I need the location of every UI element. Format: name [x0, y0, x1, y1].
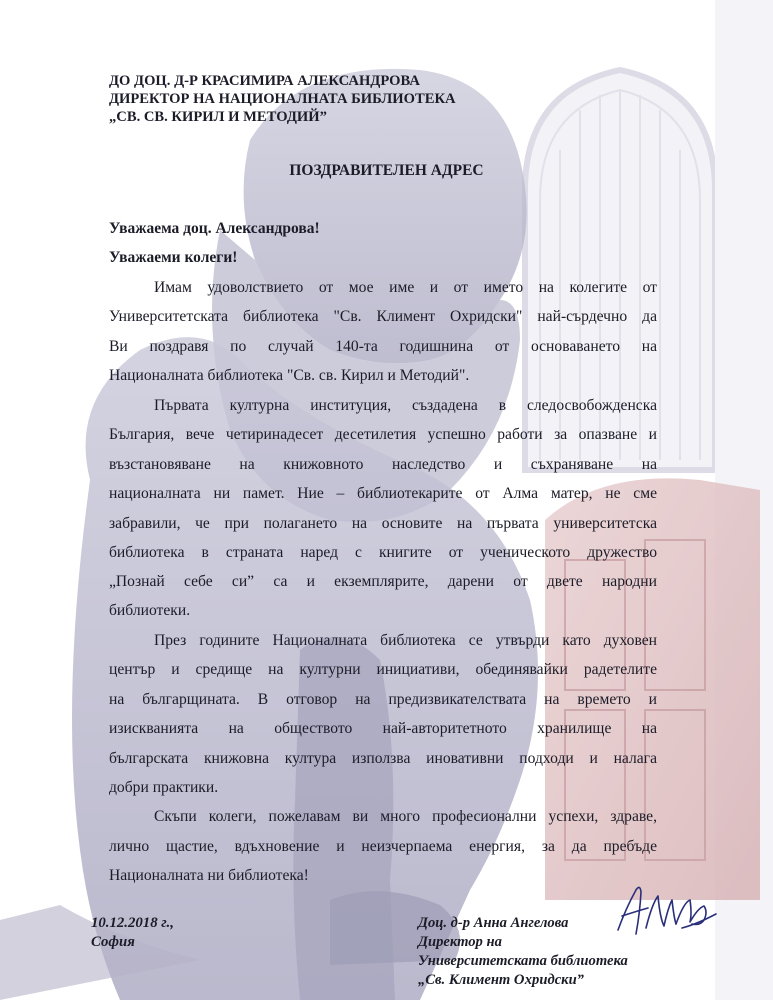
recipient-line-3: „СВ. СВ. КИРИЛ И МЕТОДИЙ” [109, 109, 327, 125]
body-line: лично щастие, вдъхновение и неизчерпаема енергия, за да пребъде [109, 838, 657, 855]
body-line: Университетската библиотека "Св. Климент Охридски" най-сърдечно да [109, 308, 657, 325]
body-line: „Познай себе си” са и екземплярите, дарени от двете народни [109, 573, 657, 590]
body-line: България, вече четиринадесет десетилетия успешно работи за опазване и [109, 426, 657, 443]
handwritten-signature [612, 878, 722, 950]
letter-place: София [91, 934, 135, 950]
body-line: Ви поздравя по случай 140-та годишнина от основаването на [109, 338, 657, 355]
body-line: националната ни памет. Ние – библиотекарите от Алма матер, не сме [109, 485, 657, 502]
signatory-institution: Университетската библиотека [418, 953, 628, 969]
body-line: на българщината. В отговор на предизвикателствата на времето и [109, 691, 657, 708]
signatory-position: Директор на [418, 934, 502, 950]
body-line: център и средище на културни инициативи, обединявайки радетелите [109, 661, 657, 678]
body-line: изискванията на обществото най-авторитетното хранилище на [109, 720, 657, 737]
body-line: библиотеки. [109, 602, 191, 619]
body-line: Скъпи колеги, пожелавам ви много професионални успехи, здраве, [154, 808, 657, 825]
letter-date: 10.12.2018 г., [91, 915, 174, 931]
recipient-line-1: ДО ДОЦ. Д-Р КРАСИМИРА АЛЕКСАНДРОВА [109, 73, 420, 89]
body-line: възстановяване на книжовното наследство и съхраняване на [109, 456, 657, 473]
body-line: През годините Националната библиотека се утвърди като духовен [154, 632, 657, 649]
body-line: библиотека в страната наред с книгите от ученическото дружество [109, 544, 657, 561]
salutation-director: Уважаема доц. Александрова! [109, 220, 320, 237]
letter-title: ПОЗДРАВИТЕЛЕН АДРЕС [289, 162, 484, 179]
signatory-library-name: „Св. Климент Охридски” [418, 972, 584, 988]
salutation-colleagues: Уважаеми колеги! [109, 249, 238, 266]
date-place-block [91, 914, 174, 952]
body-line: българската книжовна култура използва иновативни подходи и налага [109, 750, 657, 767]
body-line: Националната библиотека "Св. св. Кирил и Методий". [109, 367, 470, 384]
body-line: Националната ни библиотека! [109, 867, 309, 884]
recipient-block [109, 72, 456, 126]
signatory-name: Доц. д-р Анна Ангелова [418, 915, 569, 931]
recipient-line-2: ДИРЕКТОР НА НАЦИОНАЛНАТА БИБЛИОТЕКА [109, 91, 456, 107]
body-line: забравили, че при полагането на основите на първата университетска [109, 515, 657, 532]
body-line: Първата културна институция, създадена в следосвобожденска [154, 397, 657, 414]
signatory-block [418, 914, 628, 990]
body-line: добри практики. [109, 779, 219, 796]
body-line: Имам удоволствието от мое име и от името на колегите от [154, 279, 657, 296]
